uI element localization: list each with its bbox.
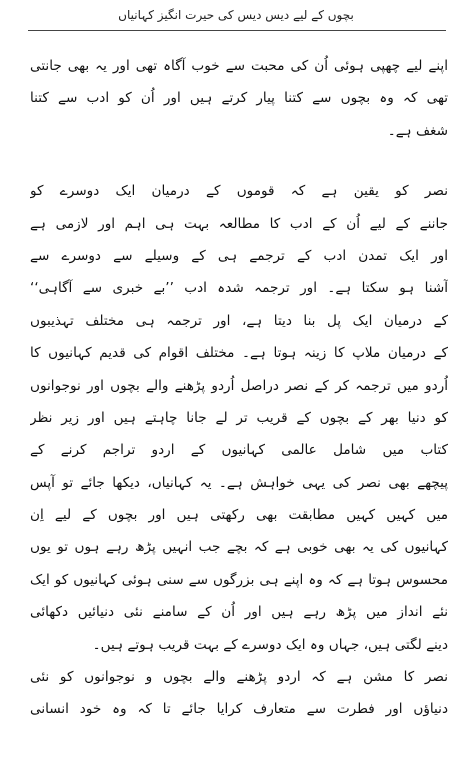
text-line: کے درمیان ملاپ کا زینہ ہوتا ہے۔ مختلف اقوام کی قدیم کہانیوں کا bbox=[30, 345, 448, 362]
text-line: میں کہیں کہیں مطابقت بھی رکھتی ہیں اور بچوں کے لیے اِن bbox=[30, 507, 448, 524]
text-line: اپنے لیے چھپی ہوئی اُن کی محبت سے خوب آگاہ تھی اور یہ بھی جانتی bbox=[30, 58, 448, 74]
paragraph-gap bbox=[30, 147, 448, 175]
text-line: اور ایک تمدن ادب کے ترجمے ہی کے وسیلے سے دوسرے سے bbox=[30, 247, 448, 264]
running-header bbox=[0, 6, 472, 24]
text-line: تھی کہ وہ بچوں سے کتنا پیار کرتے ہیں اور اُن کو ادب سے کتنا bbox=[30, 90, 448, 107]
text-line: کے درمیان ایک پل بنا دیتا ہے، اور ترجمہ ہی مختلف تہذیبوں bbox=[30, 312, 448, 329]
text-line: پیچھے بھی نصر کی یہی خواہش ہے۔ یہ کہانیاں، دیکھا جائے تو آپس bbox=[30, 474, 448, 491]
text-line: نصر کو یقین ہے کہ قوموں کے درمیان ایک دوسرے کو bbox=[30, 183, 448, 200]
page-body bbox=[30, 50, 448, 726]
text-line: دنیاؤں اور فطرت سے متعارف کرایا جائے تا کہ وہ خود انسانی bbox=[30, 701, 448, 718]
text-line: محسوس ہوتا ہے کہ وہ اپنے ہی بزرگوں سے سنی ہوئی کہانیوں کو ایک bbox=[30, 571, 448, 588]
text-line: جاننے کے لیے اُن کے ادب کا مطالعہ بہت ہی اہم اور لازمی ہے bbox=[30, 215, 448, 232]
text-line: دینے لگتی ہیں، جہاں وہ ایک دوسرے کے بہت قریب ہوتے ہیں۔ bbox=[92, 636, 448, 653]
text-line: کہانیوں کی یہ بھی خوبی ہے کہ بچے جب انہیں پڑھ رہے ہوں تو یوں bbox=[30, 539, 448, 556]
text-line: شغف ہے۔ bbox=[387, 122, 448, 139]
text-line: کتاب میں شامل عالمی کہانیوں کے اردو تراجم کرنے کے bbox=[30, 442, 448, 459]
header-divider bbox=[28, 30, 446, 31]
text-line: آشنا ہو سکتا ہے۔ اور ترجمہ شدہ ادب ’’بے خبری سے آگاہی‘‘ bbox=[30, 280, 448, 297]
text-line: نصر کا مشن ہے کہ اردو پڑھنے والے بچوں و نوجوانوں کو نئی bbox=[30, 669, 448, 686]
header-title: بچوں کے لیے دیس دیس کی حیرت انگیز کہانیاں bbox=[118, 8, 354, 22]
paragraph bbox=[30, 50, 448, 147]
text-line: نئے انداز میں پڑھ رہے ہیں اور اُن کے سامنے نئی دنیائیں دکھائی bbox=[30, 604, 448, 621]
text-line: کو دنیا بھر کے بچوں کے قریب تر لے جانا چاہتے ہیں اور زیر نظر bbox=[30, 409, 448, 426]
text-line: اُردو میں ترجمہ کر کے نصر دراصل اُردو پڑھنے والے بچوں اور نوجوانوں bbox=[30, 377, 448, 394]
paragraph bbox=[30, 175, 448, 661]
paragraph bbox=[30, 661, 448, 726]
